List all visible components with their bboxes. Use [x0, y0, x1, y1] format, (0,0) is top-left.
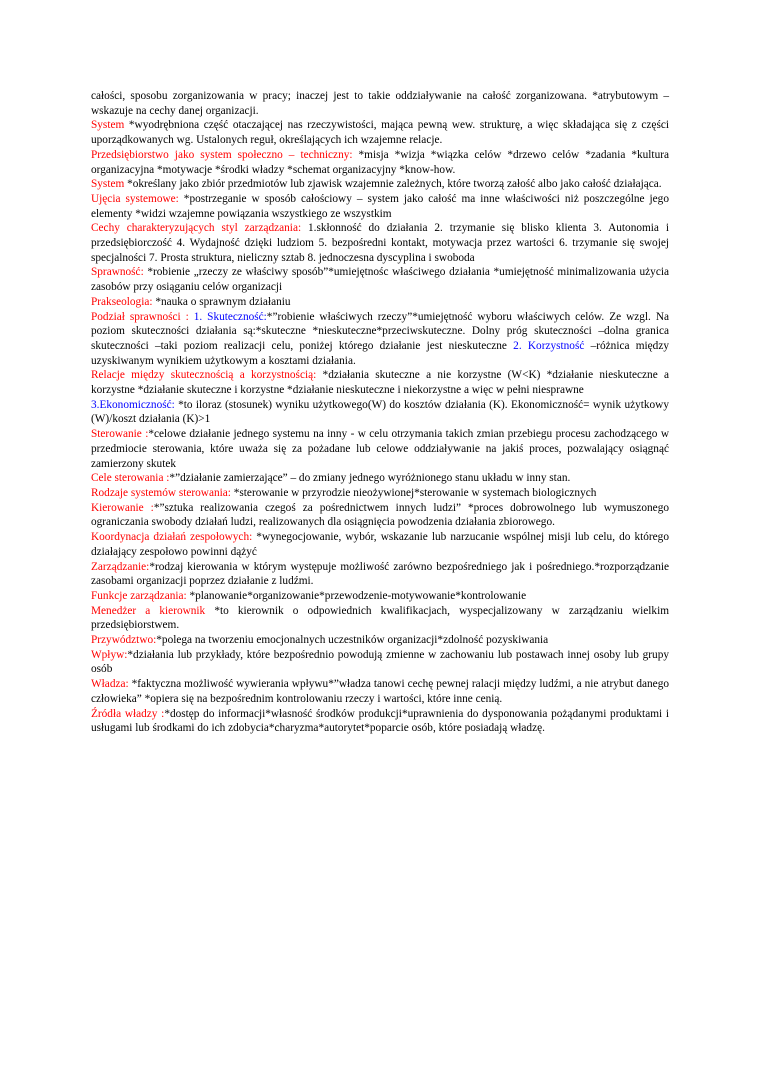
- term-label: Funkcje zarządzania:: [91, 589, 187, 602]
- paragraph-sterowanie: [91, 427, 669, 471]
- paragraph-text: *sterowanie w przyrodzie nieożywionej*sterowanie w systemach biologicznych: [230, 486, 597, 499]
- subterm-label: 2. Korzystność: [513, 339, 585, 352]
- paragraph-prakseologia: [91, 295, 669, 310]
- paragraph-text: *działania skuteczne a nie korzystne (W<K) *działanie nieskuteczne a korzystne *działanie skuteczne i korzystne *działanie nieskuteczne i niekorzystne a więc w pełni niesprawne: [91, 369, 670, 397]
- paragraph-system: [91, 118, 669, 147]
- paragraph-cele-sterowania: [91, 471, 669, 486]
- term-label: System: [91, 119, 125, 132]
- paragraph-text: *polega na tworzeniu emocjonalnych uczestników organizacji*zdolność pozyskiwania: [156, 634, 549, 647]
- paragraph-koordynacja: [91, 530, 669, 559]
- paragraph-menedzer: [91, 604, 669, 633]
- term-label: Cele sterowania :: [91, 472, 170, 485]
- term-label: Przedsiębiorstwo jako system społeczno – techniczny:: [91, 148, 353, 161]
- paragraph-cechy: [91, 221, 669, 265]
- paragraph-text: *nauka o sprawnym działaniu: [152, 295, 291, 308]
- paragraph-text: *faktyczna możliwość wywierania wpływu*”władza tanowi cechę pewnej ralacji między ludźmi, a nie atrybut danego człowieka” *opiera się na bezpośrednim kontrolowaniu rzeczy i wartości, które inne cenią.: [91, 678, 669, 705]
- term-label: Relacje między skutecznością a korzystnością:: [91, 369, 317, 382]
- paragraph-text: *działania lub przykłady, które bezpośrednio powodują zmienne w zachowaniu lub postawach innej osoby lub grupy osób: [91, 648, 669, 676]
- paragraph-przywodztwo: [91, 633, 669, 648]
- paragraph-text: *celowe działanie jednego systemu na inny - w celu otrzymania takich zmian przebiegu procesu zachodzącego w przedmiocie sterowania, które uważa się za pożadane lub celowe oddziaływanie na jakiś proces, pozwalający osiągnąć zamierzony skutek: [91, 428, 669, 470]
- term-label: Zarządzanie:: [91, 560, 150, 573]
- paragraph-wladza: [91, 677, 669, 706]
- term-label: Przywództwo:: [91, 634, 157, 647]
- paragraph-intro: [91, 89, 669, 118]
- term-label: Prakseologia:: [91, 295, 153, 308]
- term-label: Ujęcia systemowe:: [91, 192, 179, 205]
- paragraph-ujecia: [91, 192, 669, 221]
- paragraph-text: *postrzeganie w sposób całościowy – system jako całość ma inne właściwości niż poszczególne jego elementy *widzi wzajemne powiązania wszystkiego ze wszystkim: [91, 192, 669, 220]
- term-label: Źródła władzy :: [91, 707, 165, 720]
- paragraph-przedsiebiorstwo: [91, 148, 669, 177]
- term-label: Sprawność:: [91, 266, 144, 279]
- paragraph-text: *określany jako zbiór przedmiotów lub zjawisk wzajemnie zależnych, które tworzą załość albo jako całość działająca.: [124, 178, 662, 191]
- term-label: Menedżer a kierownik: [91, 604, 206, 617]
- paragraph-zarzadzanie: [91, 560, 669, 589]
- paragraph-text: 1.skłonność do działania 2. trzymanie się blisko klienta 3. Autonomia i przedsiębiorczość 4. Wydajność dzięki ludziom 5. bezpośredni kontakt, motywacja przez wartości 6. trzymanie się swojej specjalności 7. Prosta struktura, nieliczny sztab 8. jednoczesna dyscyplina i swoboda: [91, 222, 669, 264]
- paragraph-text: –różnica między uzyskiwanym wynikiem użytkowym a kosztami działania.: [91, 339, 669, 367]
- term-label: System: [91, 178, 125, 191]
- paragraph-text: *planowanie*organizowanie*przewodzenie-motywowanie*kontrolowanie: [186, 589, 527, 602]
- paragraph-system-2: [91, 177, 669, 192]
- paragraph-podzial: [91, 310, 669, 369]
- paragraph-relacje: [91, 368, 669, 397]
- paragraph-sprawnosc: [91, 265, 669, 294]
- term-label: Wpływ:: [91, 648, 128, 661]
- paragraph-ekonomicznosc: [91, 398, 669, 427]
- paragraph-text: *wynegocjowanie, wybór, wskazanie lub narzucanie wspólnej misji lub celu, do którego działający zespołowo powinni dążyć: [91, 531, 669, 558]
- paragraph-text: *”robienie właściwych rzeczy”*umiejętność wyboru właściwych celów. Ze wzgl. Na poziom skuteczności działania są:*skuteczne *nieskuteczne*przeciwskuteczne. Dolny próg skuteczności –dolna granica skuteczności –taki poziom realizacji celu, poniżej którego działanie jest nieskuteczne: [91, 310, 670, 352]
- paragraph-wplyw: [91, 648, 669, 677]
- term-label: Władza:: [91, 678, 129, 691]
- paragraph-text: *misja *wizja *wiązka celów *drzewo celów *zadania *kultura organizacyjna *motywacje *środki władzy *schemat organizacyjny *know-how.: [91, 148, 669, 176]
- paragraph-kierowanie: [91, 501, 669, 530]
- paragraph-text: *”działanie zamierzające” – do zmiany jednego wyróżnionego stanu układu w inny stan.: [169, 472, 571, 485]
- paragraph-text: *dostęp do informacji*własność środków produkcji*uprawnienia do dysponowania pożądanymi produktami i usługami lub środkami do ich zdobycia*charyzma*autorytet*poparcie osób, które posiadają władzę.: [91, 707, 669, 735]
- paragraph-rodzaje-systemow: [91, 486, 669, 501]
- paragraph-text: *”sztuka realizowania czegoś za pośrednictwem innych ludzi” *proces dobrowolnego lub wymuszonego ograniczania swobody działań ludzi, realizowanych dla osiągnięcia powodzenia działania zbiorowego.: [91, 501, 669, 529]
- term-label: Sterowanie :: [91, 428, 149, 441]
- term-label: Cechy charakteryzujących styl zarządzania:: [91, 222, 302, 235]
- term-label: Kierowanie :: [91, 501, 154, 514]
- paragraph-text: *wyodrębniona część otaczającej nas rzeczywistości, mająca pewną wew. strukturę, a więc składająca się z części uporządkowanych wg. Ustalonych reguł, określających ich wzajemne relacje.: [91, 119, 669, 147]
- paragraph-funkcje: [91, 589, 669, 604]
- term-label: Rodzaje systemów sterowania:: [91, 486, 231, 499]
- paragraph-text: *robienie „rzeczy ze właściwy sposób”*umiejętnośc właściwego działania *umiejętność minimalizowania użycia zasobów przy osiąganiu celów organizacji: [91, 266, 669, 294]
- paragraph-text: całości, sposobu zorganizowania w pracy; inaczej jest to takie oddziaływanie na całość zorganizowana. *atrybutowym –wskazuje na cechy danej organizacji.: [91, 90, 669, 117]
- subterm-label: 3.Ekonomiczność:: [91, 398, 175, 411]
- paragraph-text: *to kierownik o odpowiednich kwalifikacjach, wyspecjalizowany w zarządzaniu wielkim przedsiębiorstwem.: [91, 604, 669, 632]
- term-label: Podział sprawności :: [91, 310, 189, 323]
- paragraph-zrodla-wladzy: [91, 707, 669, 736]
- paragraph-text: *to iloraz (stosunek) wyniku użytkowego(W) do kosztów działania (K). Ekonomiczność= wynik użytkowy (W)/koszt działania (K)>1: [91, 398, 669, 426]
- term-label: Koordynacja działań zespołowych:: [91, 531, 253, 544]
- paragraph-text: *rodzaj kierowania w którym występuje możliwość zarówno bezpośredniego jak i pośredniego.*rozporządzanie zasobami organizacji poprzez działanie z ludźmi.: [91, 560, 669, 588]
- subterm-label: 1. Skuteczność:: [188, 310, 267, 323]
